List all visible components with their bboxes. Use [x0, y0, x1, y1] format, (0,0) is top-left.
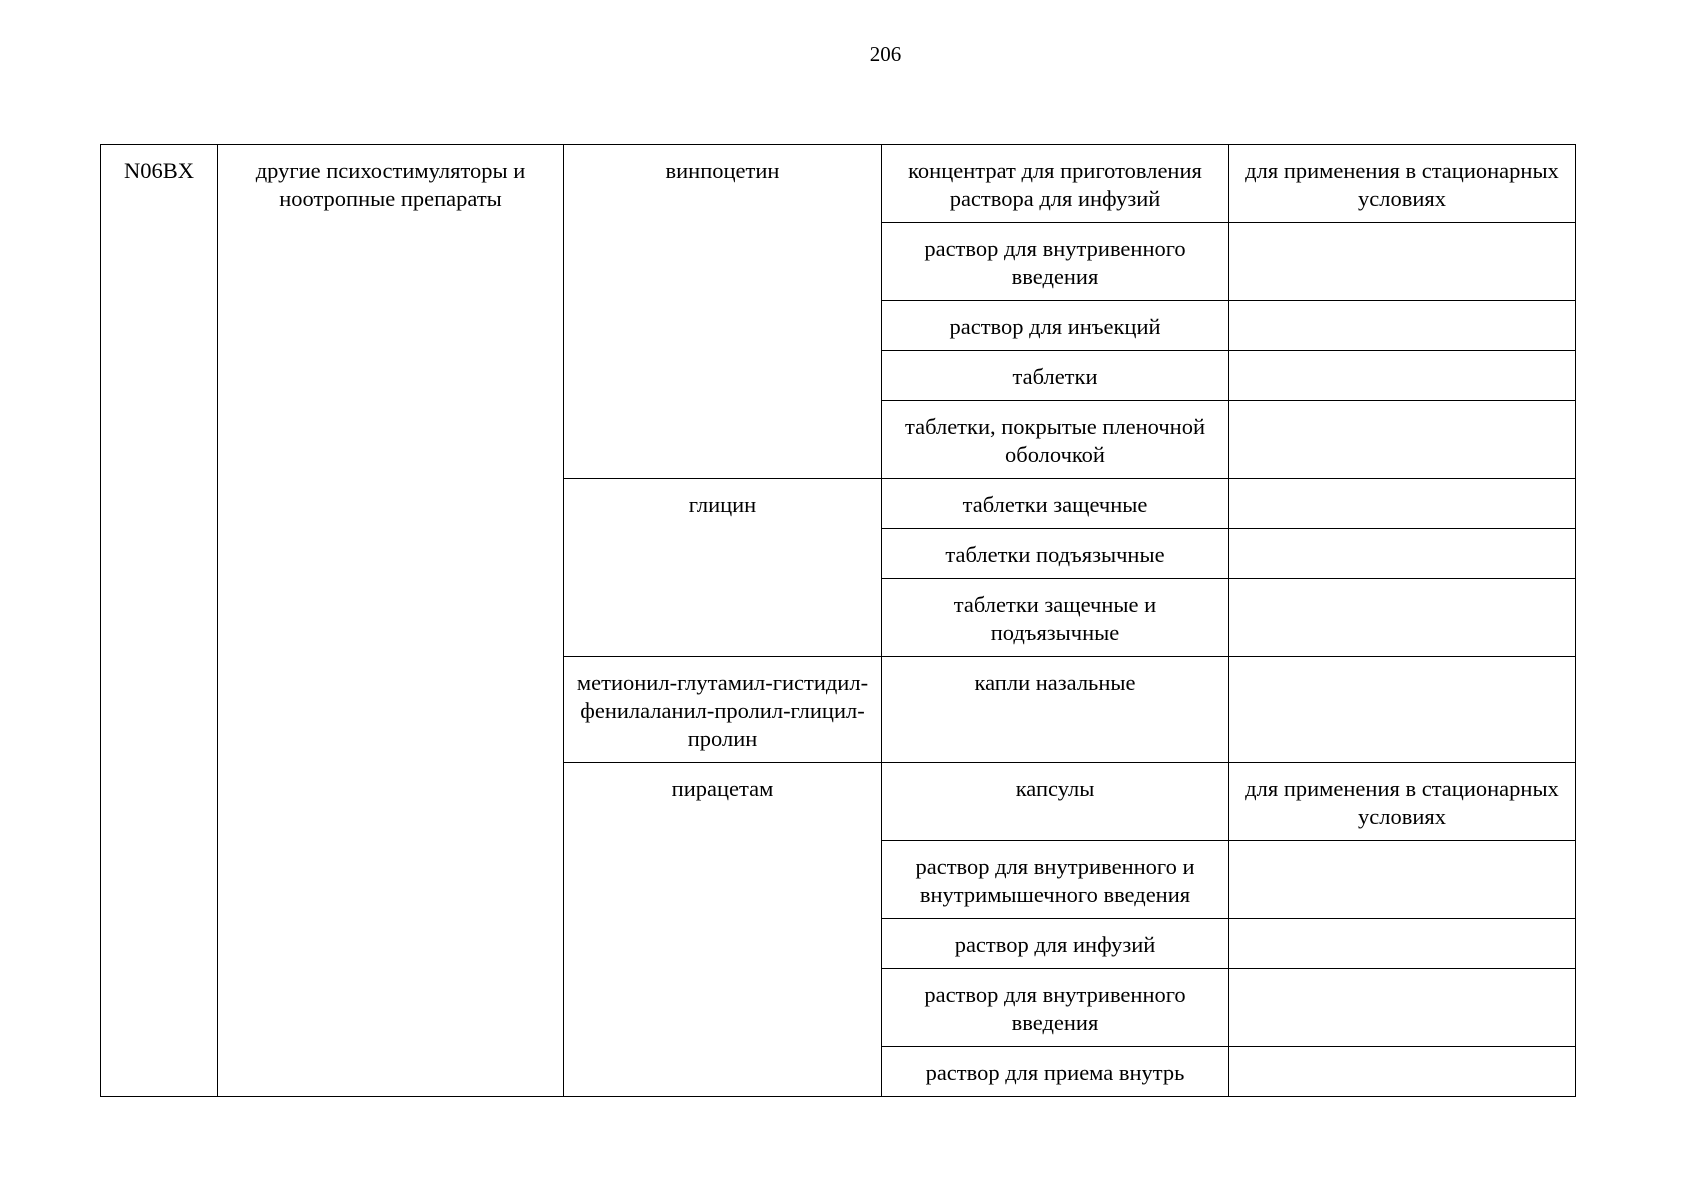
dosage-form-cell: раствор для инъекций — [882, 301, 1229, 351]
medication-table — [100, 144, 1576, 1097]
drug-name-cell: винпоцетин — [564, 145, 882, 479]
note-cell — [1229, 223, 1576, 301]
page-number: 206 — [869, 42, 902, 66]
note-cell: для применения в стационарных условиях — [1229, 145, 1576, 223]
note-cell — [1229, 657, 1576, 763]
dosage-form-cell: раствор для внутривенного введения — [882, 969, 1229, 1047]
note-cell — [1229, 479, 1576, 529]
group-name-cell: другие психостимуляторы и ноотропные препараты — [218, 145, 564, 1097]
drug-name-cell: глицин — [564, 479, 882, 657]
note-cell — [1229, 529, 1576, 579]
note-cell — [1229, 401, 1576, 479]
dosage-form-cell: раствор для инфузий — [882, 919, 1229, 969]
note-cell: для применения в стационарных условиях — [1229, 763, 1576, 841]
table-row — [101, 145, 1576, 223]
dosage-form-cell: капсулы — [882, 763, 1229, 841]
dosage-form-cell: концентрат для приготовления раствора для инфузий — [882, 145, 1229, 223]
dosage-form-cell: таблетки подъязычные — [882, 529, 1229, 579]
drug-name-cell: метионил-глутамил-гистидил-фенилаланил-пролил-глицил-пролин — [564, 657, 882, 763]
note-cell — [1229, 579, 1576, 657]
dosage-form-cell: таблетки — [882, 351, 1229, 401]
note-cell — [1229, 351, 1576, 401]
dosage-form-cell: таблетки защечные — [882, 479, 1229, 529]
dosage-form-cell: раствор для приема внутрь — [882, 1047, 1229, 1097]
note-cell — [1229, 919, 1576, 969]
note-cell — [1229, 301, 1576, 351]
atc-code-cell: N06BX — [101, 145, 218, 1097]
drug-name-cell: пирацетам — [564, 763, 882, 1097]
note-cell — [1229, 969, 1576, 1047]
dosage-form-cell: таблетки, покрытые пленочной оболочкой — [882, 401, 1229, 479]
note-cell — [1229, 841, 1576, 919]
note-cell — [1229, 1047, 1576, 1097]
dosage-form-cell: капли назальные — [882, 657, 1229, 763]
dosage-form-cell: раствор для внутривенного и внутримышечного введения — [882, 841, 1229, 919]
dosage-form-cell: таблетки защечные и подъязычные — [882, 579, 1229, 657]
dosage-form-cell: раствор для внутривенного введения — [882, 223, 1229, 301]
